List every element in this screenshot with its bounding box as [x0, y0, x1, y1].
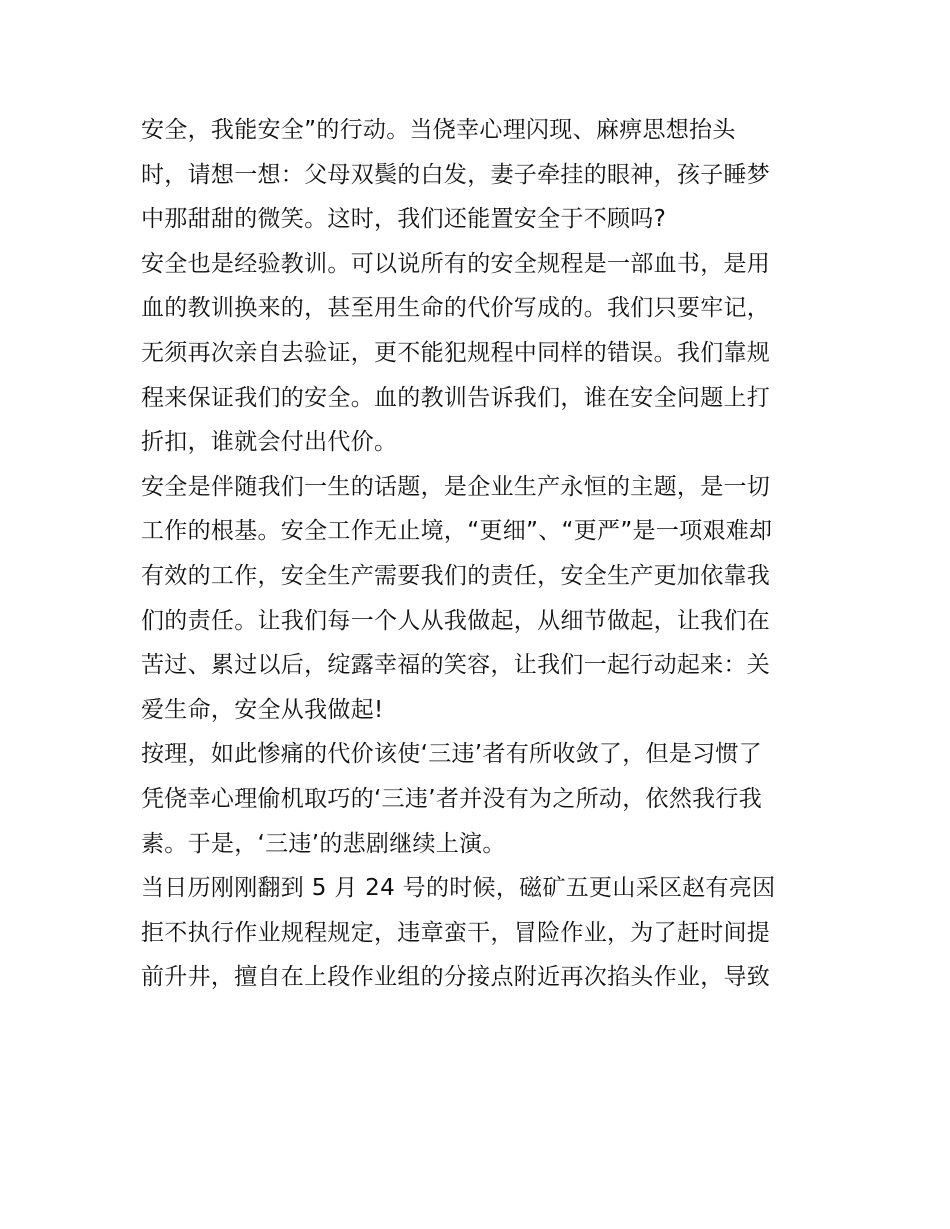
text-line: 安全也是经验教训。可以说所有的安全规程是一部血书，是用 — [141, 250, 771, 277]
text-line: 们的责任。让我们每一个人从我做起，从细节做起，让我们在 — [141, 607, 771, 634]
body-text — [141, 108, 821, 1000]
text-line: 折扣，谁就会付出代价。 — [141, 429, 398, 456]
text-line: 程来保证我们的安全。血的教训告诉我们，谁在安全问题上打 — [141, 384, 771, 411]
text-line: 安全是伴随我们一生的话题，是企业生产永恒的主题，是一切 — [141, 473, 771, 500]
text-line: 苦过、累过以后，绽露幸福的笑容，让我们一起行动起来：关 — [141, 652, 771, 679]
text-line: 当日历刚刚翻到 5 月 24 号的时候，磁矿五更山采区赵有亮因 — [141, 875, 776, 902]
text-line: 素。于是，‘三违’的悲剧继续上演。 — [141, 830, 506, 857]
text-line: 拒不执行作业规程规定，违章蛮干，冒险作业，为了赶时间提 — [141, 919, 771, 946]
text-line: 爱生命，安全从我做起! — [141, 696, 384, 723]
text-line: 工作的根基。安全工作无止境，“更细”、“更严”是一项艰难却 — [141, 518, 773, 545]
text-line: 安全，我能安全”的行动。当侥幸心理闪现、麻痹思想抬头 — [141, 117, 736, 143]
text-line: 时，请想一想：父母双鬓的白发，妻子牵挂的眼神，孩子睡梦 — [141, 161, 771, 188]
text-line: 无须再次亲自去验证，更不能犯规程中同样的错误。我们靠规 — [141, 339, 771, 366]
text-line: 血的教训换来的，甚至用生命的代价写成的。我们只要牢记， — [141, 295, 771, 322]
text-line: 按理，如此惨痛的代价该使‘三违’者有所收敛了，但是习惯了 — [141, 741, 763, 768]
text-line: 前升井，擅自在上段作业组的分接点附近再次掐头作业，导致 — [141, 964, 771, 991]
text-line: 凭侥幸心理偷机取巧的‘三违’者并没有为之所动，依然我行我 — [141, 785, 763, 812]
text-line: 中那甜甜的微笑。这时，我们还能置安全于不顾吗? — [141, 206, 667, 233]
text-line: 有效的工作，安全生产需要我们的责任，安全生产更加依靠我 — [141, 562, 771, 589]
